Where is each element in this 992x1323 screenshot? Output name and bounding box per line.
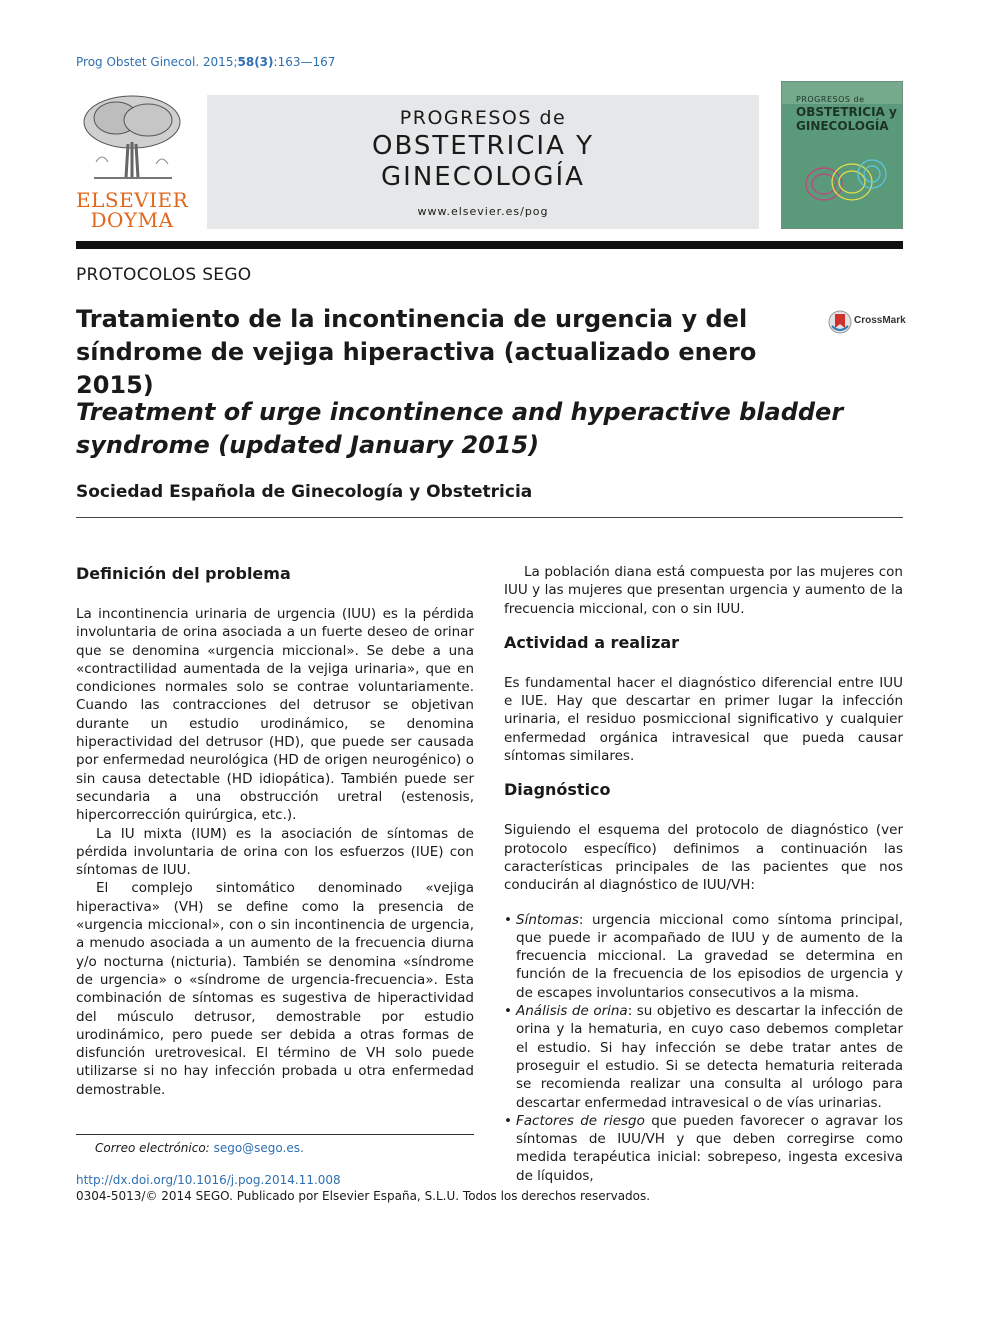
title-rule [76,517,903,518]
list-item [504,911,903,1002]
paragraph: Siguiendo el esquema del protocolo de diagnóstico (ver protocolo específico) definimos a continuación las características principales de las pacientes que nos conducirán al diagnóstico de IUU/VH: [504,822,903,894]
footnote [95,1141,304,1155]
citation-volume: 58(3) [237,55,274,69]
list-item [504,1002,903,1112]
logo-text-doyma: DOYMA [90,208,174,232]
crossmark-icon [828,309,852,335]
heading-diagnostico: Diagnóstico [504,780,611,800]
bullet-text: : su objetivo es descartar la infección de orina y la hematuria, en cuyo caso debemos completar el estudio. Si hay infección se debe tratar antes de proseguir el estudio. Si se detecta hematuria reiterada se recomienda realizar una consulta al urólogo para descartar enfermedad intravesical o de vías urinarias. [516,1003,903,1111]
header-rule [76,241,903,249]
cover-title-3: GINECOLOGÍA [796,119,889,133]
paragraph: La IU mixta (IUM) es la asociación de síntomas de pérdida involuntaria de orina con los esfuerzos (IUE) con síntomas de IUU. [76,825,474,879]
journal-line-1: PROGRESOS de [399,107,567,129]
heading-definicion: Definición del problema [76,564,291,583]
journal-url[interactable]: www.elsevier.es/pog [417,205,549,218]
left-column [76,563,474,1099]
paragraph: La incontinencia urinaria de urgencia (IUU) es la pérdida involuntaria de orina asociada a un fuerte deseo de orinar que se denomina «urgencia miccional». Se debe a una «contractilidad aumentada de la vejiga urinaria», que en condiciones normales solo se contrae voluntariamente. Cuando las contracciones del detrusor se objetivan durante un estudio urodinámico, se denomina hiperactividad del detrusor (HD), que puede ser causada por enfermedad neurológica (HD de origen neurogénico) o sin causa detectable (HD idiopática). También puede ser secundaria a una obstrucción uretral (estenosis, hipercorrección quirúrgica, etc.). [76,606,474,824]
section-label: PROTOCOLOS SEGO [76,265,252,285]
doi-link[interactable]: http://dx.doi.org/10.1016/j.pog.2014.11.008 [76,1173,341,1187]
elsevier-logo [76,92,188,232]
email-link[interactable]: sego@sego.es. [213,1141,304,1155]
cover-title-2: OBSTETRICIA y [796,105,897,119]
article-title-es: Tratamiento de la incontinencia de urgencia y del síndrome de vejiga hiperactiva (actualizado enero 2015) [76,305,757,399]
logo-text-elsevier: ELSEVIER [76,188,189,212]
cover-title-1: PROGRESOS de [796,95,865,104]
crossmark-badge[interactable] [828,309,908,335]
bullet-term: Síntomas [516,911,579,928]
crossmark-label: CrossMark [854,315,906,326]
heading-actividad: Actividad a realizar [504,632,680,652]
journal-line-2: OBSTETRICIA Y [371,131,595,161]
journal-cover [781,81,903,229]
list-item [504,1112,903,1185]
footnote-rule [76,1134,474,1135]
cover-art-icon [794,144,894,214]
right-column [504,563,903,1185]
copyright: 0304-5013/© 2014 SEGO. Publicado por Elsevier España, S.L.U. Todos los derechos reservados. [76,1189,651,1203]
bullet-text: : urgencia miccional como síntoma principal, que puede ir acompañado de IUU y de aumento de la frecuencia miccional. La gravedad se determina en función de la frecuencia de los episodios de urgencia y de escapes involuntarios consecutivos a la misma. [516,911,903,1001]
paragraph: La población diana está compuesta por las mujeres con IUU y las mujeres que presentan urgencia y aumento de la frecuencia miccional, con o sin IUU. [504,564,903,617]
tree-icon [76,92,188,188]
citation-line[interactable] [76,55,335,69]
bullet-text: que pueden favorecer o agravar los síntomas de IUU/VH y que deben corregirse como medida terapéutica inicial: sobrepeso, ingesta excesiva de líquidos, [516,1112,903,1184]
journal-masthead [207,95,759,229]
bullet-term: Análisis de orina [516,1003,628,1020]
email-label: Correo electrónico: [95,1141,210,1155]
paragraph: El complejo sintomático denominado «vejiga hiperactiva» (VH) se define como la presencia de «urgencia miccional», con o sin incontinencia de urgencia, a menudo asociada a un aumento de la frecuencia diurna y/o nocturna (nicturia). También se denomina «síndrome de urgencia» o «síndrome de urgencia-frecuencia». Esta combinación de síntomas es sugestiva de hiperactividad del músculo detrusor, demostrable por estudio urodinámico, pero puede ser debida a otras formas de disfunción uretrovesical. El término de VH solo puede utilizarse si no hay infección probada u otra enfermedad demostrable. [76,880,474,1098]
author: Sociedad Española de Ginecología y Obstetricia [76,482,533,502]
citation-prefix: Prog Obstet Ginecol. 2015; [76,55,238,69]
citation-pages: :163—167 [273,55,336,69]
bullet-list [504,911,903,1185]
bullet-term: Factores de riesgo [516,1112,645,1129]
article-title-en: Treatment of urge incontinence and hyperactive bladder syndrome (updated January 2015) [76,398,844,459]
paragraph: Es fundamental hacer el diagnóstico diferencial entre IUU e IUE. Hay que descartar en primer lugar la infección urinaria, el residuo posmiccional significativo y cualquier enfermedad orgánica intravesical que pueda causar síntomas similares. [504,674,903,765]
journal-line-3: GINECOLOGÍA [381,162,585,192]
